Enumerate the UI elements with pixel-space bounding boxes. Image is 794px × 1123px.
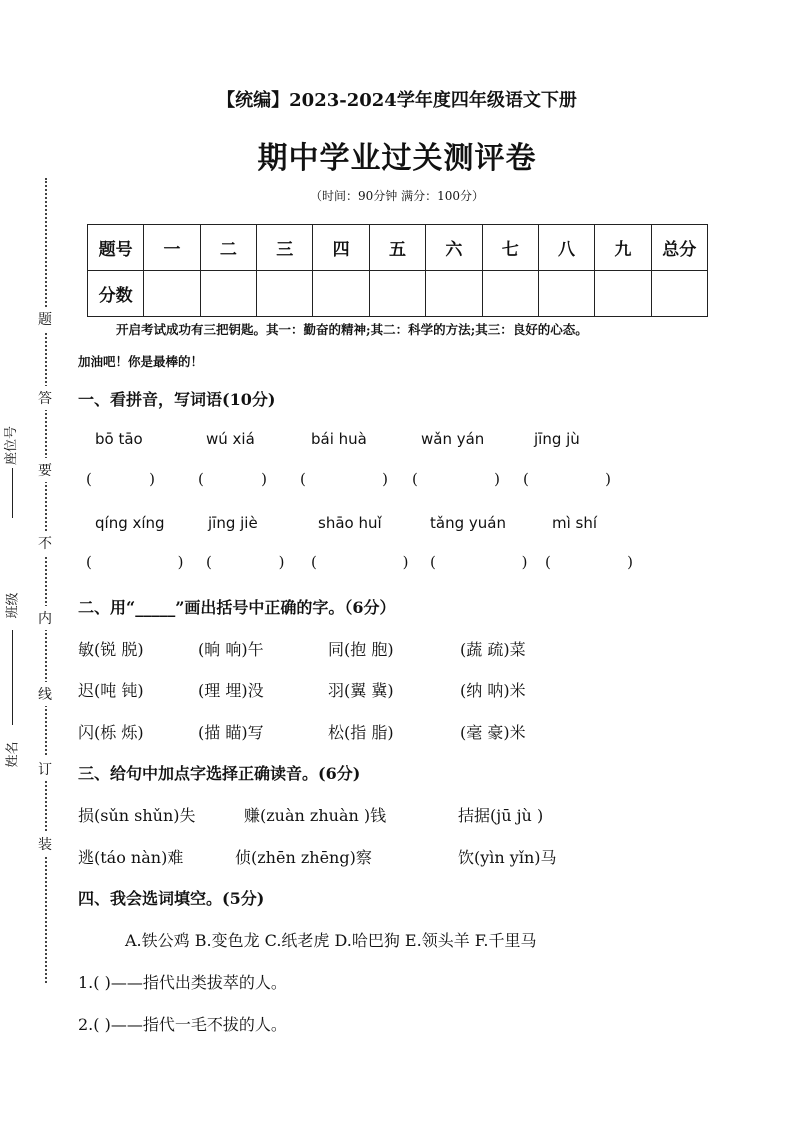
score-input-cell[interactable] [313,271,369,317]
fill-item-2[interactable]: 2.( )——指代一毛不拔的人。 [78,1015,287,1034]
choice-item[interactable]: 敏(锐 脱) [78,640,144,659]
answer-blank[interactable]: ( ) [523,470,611,488]
score-cell: 总分 [651,225,707,271]
binding-char: 装 [38,832,52,856]
score-cell: 五 [369,225,425,271]
score-cell: 六 [426,225,482,271]
score-cell: 八 [538,225,594,271]
encouragement-line-1: 开启考试成功有三把钥匙。其一：勤奋的精神;其二：科学的方法;其三：良好的心态。 [116,322,588,337]
score-cell: 三 [257,225,313,271]
choice-item[interactable]: (晌 响)午 [198,640,264,659]
class-field[interactable] [12,630,13,725]
pinyin-item: mì shí [552,514,598,532]
pronunciation-item[interactable]: 赚(zuàn zhuàn )钱 [244,806,387,825]
seat-number-field[interactable] [12,468,13,518]
pinyin-item: tǎng yuán [430,514,506,532]
pronunciation-item[interactable]: 侦(zhēn zhēng)察 [235,848,372,867]
score-table [87,224,708,317]
answer-blank[interactable]: ( ) [206,553,285,571]
choice-item[interactable]: (蔬 疏)菜 [460,640,526,659]
score-row-label: 分数 [88,271,144,317]
choice-item[interactable]: (理 埋)没 [198,681,264,700]
exam-title: 期中学业过关测评卷 [257,141,537,176]
score-input-cell[interactable] [144,271,200,317]
score-input-cell[interactable] [651,271,707,317]
class-label: 班级 [5,592,21,619]
score-cell: 二 [200,225,256,271]
score-input-cell[interactable] [257,271,313,317]
score-cell: 七 [482,225,538,271]
choice-item[interactable]: 松(指 脂) [328,723,394,742]
pinyin-item: wǎn yán [421,430,485,448]
pinyin-item: jīng jiè [208,514,258,532]
binding-char: 内 [38,606,52,630]
choice-item[interactable]: (毫 豪)米 [460,723,526,742]
pinyin-item: qíng xíng [95,514,165,532]
score-cell: 九 [595,225,651,271]
answer-blank[interactable]: ( ) [545,553,633,571]
binding-char: 要 [38,458,52,482]
name-label: 姓名 [5,741,21,768]
score-input-cell[interactable] [538,271,594,317]
section-3-title: 三、给句中加点字选择正确读音。(6分) [78,764,361,783]
pinyin-item: bō tāo [95,430,143,448]
choice-item[interactable]: (纳 呐)米 [460,681,526,700]
exam-subtitle: 【统编】2023-2024学年度四年级语文下册 [217,90,577,111]
pinyin-item: shāo huǐ [318,514,382,532]
answer-blank[interactable]: ( ) [311,553,409,571]
score-cell: 四 [313,225,369,271]
score-table-header-row [88,225,708,271]
pronunciation-item[interactable]: 拮据(jū jù ) [458,806,544,825]
answer-blank[interactable]: ( ) [86,553,184,571]
encouragement-line-2: 加油吧！你是最棒的！ [78,354,204,369]
pinyin-item: jīng jù [534,430,580,448]
answer-blank[interactable]: ( ) [430,553,528,571]
section-4-title: 四、我会选词填空。(5分) [78,889,265,908]
score-input-cell[interactable] [369,271,425,317]
pronunciation-item[interactable]: 饮(yìn yǐn)马 [458,848,557,867]
fill-item-1[interactable]: 1.( )——指代出类拔萃的人。 [78,973,287,992]
answer-blank[interactable]: ( ) [300,470,388,488]
score-input-cell[interactable] [482,271,538,317]
word-options: A.铁公鸡 B.变色龙 C.纸老虎 D.哈巴狗 E.领头羊 F.千里马 [125,931,537,950]
time-score-info: （时间：90分钟 满分：100分） [310,189,484,203]
binding-char: 答 [38,386,52,410]
seat-number-label: 座位号 [4,425,20,466]
score-cell: 一 [144,225,200,271]
answer-blank[interactable]: ( ) [412,470,500,488]
score-input-cell[interactable] [200,271,256,317]
score-input-cell[interactable] [426,271,482,317]
binding-char: 不 [38,531,52,555]
choice-item[interactable]: 迟(吨 钝) [78,681,144,700]
section-1-title: 一、看拼音，写词语(10分) [78,390,276,409]
answer-blank[interactable]: ( ) [198,470,267,488]
pinyin-item: bái huà [311,430,367,448]
choice-item[interactable]: 羽(翼 冀) [328,681,394,700]
score-input-cell[interactable] [595,271,651,317]
choice-item[interactable]: (描 瞄)写 [198,723,264,742]
answer-blank[interactable]: ( ) [86,470,155,488]
score-cell: 题号 [88,225,144,271]
section-2-title: 二、用“_____”画出括号中正确的字。（6分） [78,598,396,617]
binding-char: 订 [38,757,52,781]
pronunciation-item[interactable]: 逃(táo nàn)难 [78,848,184,867]
choice-item[interactable]: 同(抱 胞) [328,640,394,659]
choice-item[interactable]: 闪(栎 烁) [78,723,144,742]
pinyin-item: wú xiá [206,430,255,448]
binding-char: 线 [38,682,52,706]
score-table-score-row [88,271,708,317]
pronunciation-item[interactable]: 损(sǔn shǔn)失 [78,806,196,825]
binding-char: 题 [38,307,52,331]
binding-dotted-line [45,178,47,983]
